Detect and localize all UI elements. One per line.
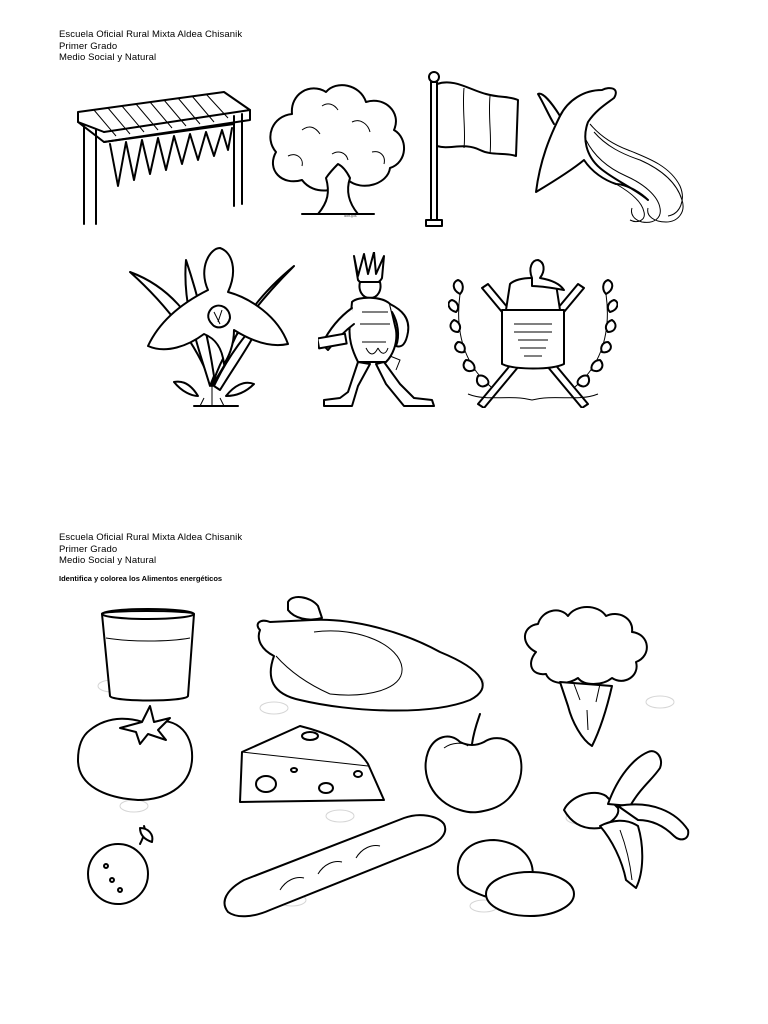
quetzal-illustration: [530, 80, 696, 228]
worksheet-1-header: [59, 29, 242, 64]
flag-illustration: [424, 70, 524, 230]
tecun-uman-illustration: [318, 252, 438, 408]
apple-illustration: [426, 714, 522, 812]
marimba-illustration: [74, 80, 256, 226]
ceiba-tree-illustration: [262, 74, 412, 220]
worksheet-2-header: [59, 532, 242, 567]
roast-chicken-illustration: [258, 597, 483, 710]
broccoli-illustration: [525, 607, 647, 746]
glass-of-milk-illustration: [102, 609, 194, 701]
subject-label: Medio Social y Natural: [59, 52, 157, 63]
svg-text:dibujos: dibujos: [344, 213, 357, 218]
school-name: Escuela Oficial Rural Mixta Aldea Chisanik: [59, 29, 243, 40]
tomato-illustration: [78, 706, 192, 800]
grade-label: Primer Grado: [59, 543, 118, 555]
eggs-illustration: [458, 840, 574, 916]
bread-loaf-illustration: [225, 815, 446, 916]
cheese-illustration: [240, 726, 384, 802]
school-name: Escuela Oficial Rural Mixta Aldea Chisanik: [59, 532, 243, 543]
orange-illustration: [88, 826, 152, 904]
coat-of-arms-illustration: [448, 254, 618, 408]
food-coloring-panel: [60, 590, 710, 930]
instruction-text: Identifica y colorea los Alimentos energéticos: [59, 574, 223, 583]
grade-label: Primer Grado: [59, 40, 118, 52]
subject-label: Medio Social y Natural: [59, 555, 157, 566]
banana-illustration: [564, 751, 688, 888]
orchid-illustration: [128, 246, 296, 410]
